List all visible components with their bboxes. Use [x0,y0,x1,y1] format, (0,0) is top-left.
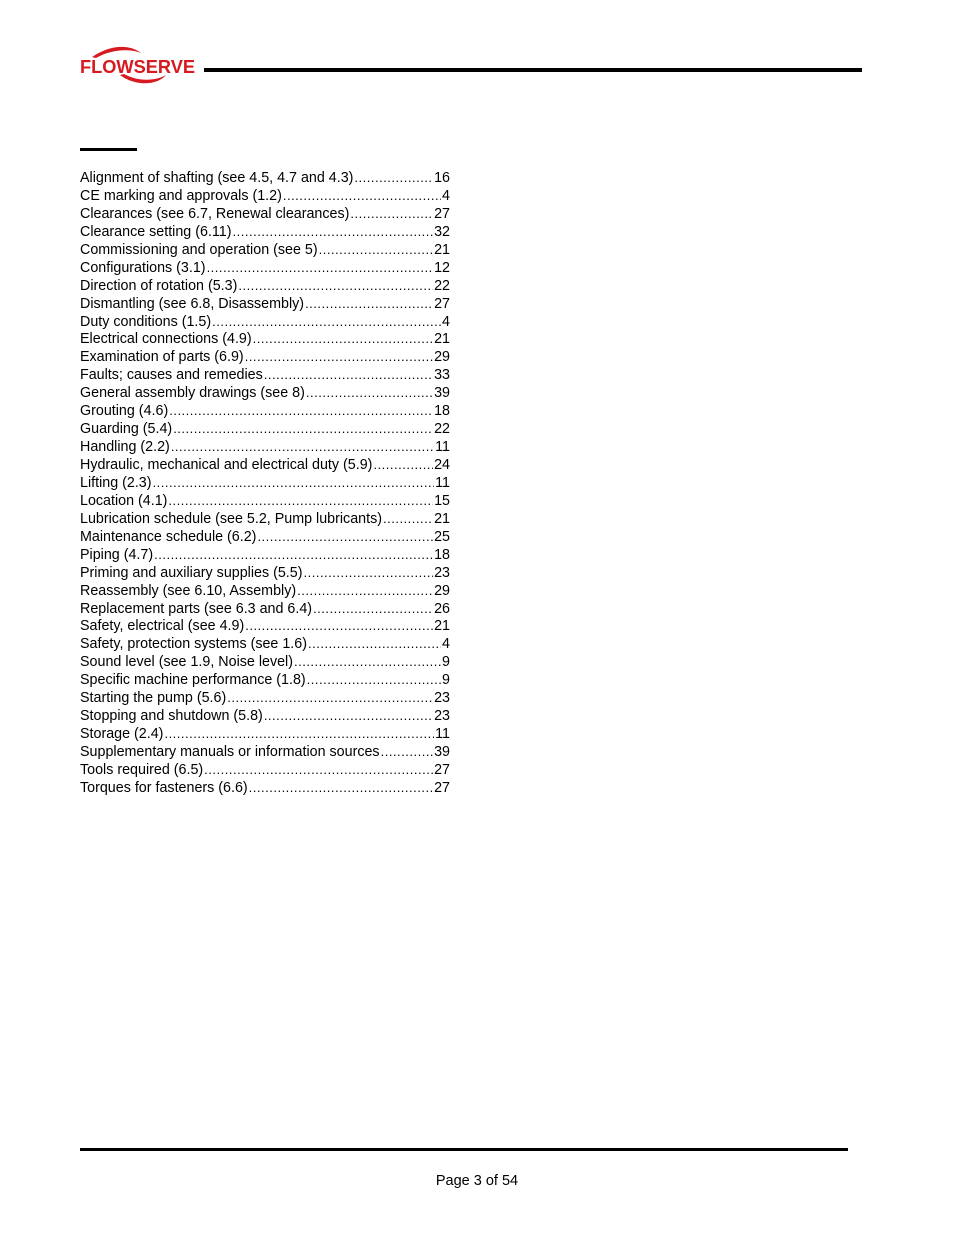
index-entry-label: Clearance setting (6.11) [80,223,232,240]
index-entry-label: Dismantling (see 6.8, Disassembly) [80,295,305,312]
index-entry [80,779,450,797]
header-rule [204,68,862,72]
index-entry-label: Direction of rotation (5.3) [80,277,238,294]
index-entry [80,671,450,689]
dot-leader [294,653,441,672]
dot-leader [168,492,433,511]
index-entry-page: 29 [434,349,450,366]
index-entry-label: Commissioning and operation (see 5) [80,241,318,258]
dot-leader [283,187,441,206]
index-entry [80,348,450,366]
index-entry-label: Duty conditions (1.5) [80,313,212,330]
dot-leader [257,528,433,547]
index-entry-label: Faults; causes and remedies [80,367,263,384]
index-entry-page: 33 [434,367,450,384]
index-entry-page: 21 [434,618,450,635]
index-entry-label: Handling (2.2) [80,439,170,456]
index-entry [80,743,450,761]
index-entry [80,635,450,653]
index-list [80,169,450,797]
footer-page-number: Page 3 of 54 [435,1173,519,1189]
index-entry-label: Supplementary manuals or information sources [80,744,380,760]
index-entry-page: 11 [435,474,450,491]
index-entry-page: 15 [434,492,450,509]
dot-leader [154,546,433,565]
index-entry-label: Guarding (5.4) [80,421,173,438]
index-entry-page: 12 [434,259,450,276]
index-entry [80,223,450,241]
index-entry-label: Clearances (see 6.7, Renewal clearances) [80,205,350,222]
index-entry [80,402,450,420]
dot-leader [227,689,433,708]
dot-leader [306,384,433,403]
dot-leader [253,330,433,349]
index-entry [80,528,450,546]
dot-leader [249,779,433,798]
dot-leader [169,402,433,421]
dot-leader [307,671,441,690]
index-entry [80,205,450,223]
dot-leader [245,348,433,367]
index-entry-label: Starting the pump (5.6) [80,690,227,707]
index-entry-page: 29 [434,582,450,599]
dot-leader [238,277,433,296]
index-entry-page: 23 [434,564,450,581]
dot-leader [350,205,433,224]
index-entry-page: 27 [434,779,450,796]
index-entry [80,384,450,402]
index-entry-label: Lifting (2.3) [80,474,152,491]
index-entry [80,761,450,779]
index-entry-label: Torques for fasteners (6.6) [80,779,248,796]
index-heading-rule [80,148,137,151]
dot-leader [373,456,433,475]
index-entry [80,169,450,187]
index-entry [80,546,450,564]
index-entry-page: 23 [434,708,450,725]
index-entry [80,707,450,725]
index-entry-page: 21 [434,241,450,258]
index-entry-page: 22 [434,277,450,294]
index-entry [80,259,450,277]
index-entry-label: Configurations (3.1) [80,259,206,276]
footer-rule [80,1148,848,1151]
index-entry-page: 9 [442,654,450,671]
index-entry-label: General assembly drawings (see 8) [80,385,305,402]
index-entry [80,277,450,295]
dot-leader [173,420,433,439]
index-entry-label: CE marking and approvals (1.2) [80,187,282,204]
index-entry-page: 27 [434,295,450,312]
index-entry [80,241,450,259]
dot-leader [153,474,435,493]
index-entry-label: Maintenance schedule (6.2) [80,528,257,545]
index-entry [80,456,450,474]
dot-leader [207,259,434,278]
dot-leader [212,313,441,332]
dot-leader [245,617,433,636]
index-entry-label: Electrical connections (4.9) [80,331,252,348]
index-entry [80,474,450,492]
index-entry-page: 21 [434,331,450,348]
index-entry-label: Reassembly (see 6.10, Assembly) [80,582,297,599]
index-entry-label: Location (4.1) [80,492,168,509]
index-entry-page: 27 [434,761,450,778]
index-entry [80,653,450,671]
dot-leader [319,241,433,260]
index-entry-label: Examination of parts (6.9) [80,349,244,366]
dot-leader [233,223,434,242]
index-entry-page: 32 [434,223,450,240]
flowserve-logo [78,44,198,88]
index-entry-page: 18 [434,546,450,563]
index-entry [80,438,450,456]
index-entry-page: 21 [434,510,450,527]
index-entry-label: Priming and auxiliary supplies (5.5) [80,564,303,581]
index-entry [80,313,450,331]
dot-leader [304,564,434,583]
index-entry-page: 4 [442,636,450,653]
index-entry-label: Replacement parts (see 6.3 and 6.4) [80,600,313,617]
dot-leader [264,707,433,726]
index-entry [80,600,450,618]
logo-text: FLOWSERVE [80,56,195,77]
dot-leader [354,169,433,188]
index-entry-label: Hydraulic, mechanical and electrical duty (5.9) [80,457,373,473]
index-entry [80,510,450,528]
index-entry [80,295,450,313]
index-entry-page: 22 [434,421,450,438]
index-entry-page: 26 [434,600,450,617]
index-entry-page: 39 [434,385,450,402]
dot-leader [381,743,434,762]
dot-leader [297,582,433,601]
index-entry-page: 4 [442,313,450,330]
index-entry [80,689,450,707]
index-entry-label: Storage (2.4) [80,726,164,743]
index-entry-page: 27 [434,205,450,222]
index-entry-label: Sound level (see 1.9, Noise level) [80,654,293,671]
dot-leader [308,635,441,654]
dot-leader [264,366,433,385]
index-entry-page: 24 [434,457,450,473]
dot-leader [164,725,434,744]
index-entry-label: Tools required (6.5) [80,761,204,778]
dot-leader [204,761,433,780]
index-entry [80,366,450,384]
index-entry [80,420,450,438]
index-entry-page: 16 [434,170,450,186]
index-entry [80,564,450,582]
index-entry-page: 23 [434,690,450,707]
index-entry-label: Specific machine performance (1.8) [80,672,306,689]
index-entry-page: 11 [435,439,450,456]
index-entry [80,725,450,743]
index-entry-label: Stopping and shutdown (5.8) [80,708,263,725]
index-entry-page: 39 [434,744,450,760]
index-entry [80,187,450,205]
index-entry-label: Grouting (4.6) [80,403,169,420]
index-entry [80,617,450,635]
index-entry-label: Safety, electrical (see 4.9) [80,618,245,635]
index-entry-label: Lubrication schedule (see 5.2, Pump lubricants) [80,510,382,527]
index-entry-page: 11 [435,726,450,743]
index-entry-label: Piping (4.7) [80,546,154,563]
index-entry [80,582,450,600]
index-entry [80,330,450,348]
index-entry [80,492,450,510]
dot-leader [305,295,433,314]
index-entry-label: Alignment of shafting (see 4.5, 4.7 and 4.3) [80,170,354,186]
index-entry-page: 18 [434,403,450,420]
index-entry-page: 4 [442,187,450,204]
index-entry-page: 9 [442,672,450,689]
index-entry-page: 25 [434,528,450,545]
dot-leader [313,600,433,619]
dot-leader [171,438,434,457]
index-entry-label: Safety, protection systems (see 1.6) [80,636,307,653]
dot-leader [383,510,433,529]
